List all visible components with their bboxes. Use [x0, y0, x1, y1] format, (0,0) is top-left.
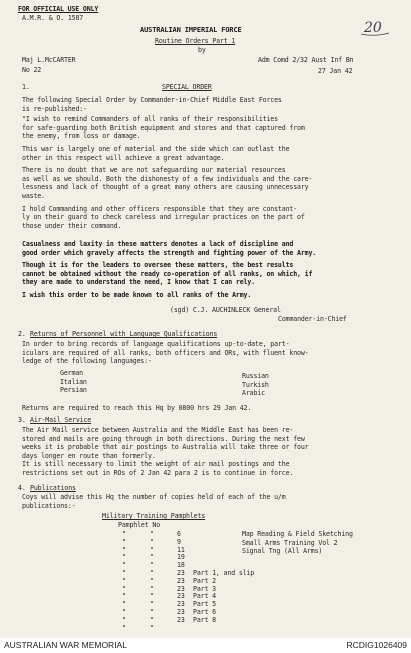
ditto-mark: " [150, 537, 154, 546]
ditto-mark: " [122, 615, 126, 624]
pamphlet-number: 23 [177, 592, 185, 601]
emphasis-text-line: I wish this order to be made known to all ranks of the Army. [22, 291, 252, 299]
emphasis-text-line: Casualness and laxity in these matters denotes a lack of discipline and [22, 240, 294, 248]
body-text-line: ledge of the following languages:- [22, 357, 152, 366]
ditto-mark: " [122, 530, 126, 538]
ditto-mark: " [150, 553, 154, 562]
section4-title: Publications [30, 484, 76, 492]
pamphlet-part: Part 5 [193, 600, 216, 609]
body-text-line: days longer en route than formerly. [22, 451, 156, 460]
body-text-line: weeks it is probable that air postings to Australia will take three or four [22, 443, 309, 452]
body-text-line: as well as we should. Both the dishonesty of a few individuals and the care- [22, 174, 313, 183]
command-name: Adm Comd 2/32 Aust Inf Bn [258, 56, 354, 64]
body-text-line: for safe-guarding both British equipment and stores and that captured from [22, 123, 305, 132]
section2-closing: Returns are required to reach this Hq by 0800 hrs 29 Jan 42. [22, 404, 252, 412]
restricted-marking: FOR OFFICIAL USE ONLY [18, 5, 99, 13]
ditto-mark: " [150, 584, 154, 593]
ditto-mark: " [122, 623, 126, 632]
ditto-mark: " [150, 530, 154, 538]
section1-number: 1. [22, 83, 30, 91]
section3-number: 3. [18, 416, 26, 424]
section1-title: SPECIAL ORDER [162, 83, 212, 91]
ditto-mark: " [150, 608, 154, 616]
by-label: by [198, 46, 206, 54]
pamphlet-number: 23 [177, 576, 185, 585]
pamphlet-header: Pamphlet No [118, 521, 161, 529]
language-item: German [60, 369, 83, 377]
publication-item: Signal Tng (All Arms) [242, 547, 323, 556]
body-text-line: ly on their guard to check careless and irregular practices on the part of [22, 213, 305, 222]
ditto-mark: " [150, 600, 154, 609]
body-text-line: restrictions set out in ROs of 2 Jan 42 para 2 is to continue in force. [22, 469, 294, 477]
body-text-line: There is no doubt that we are not safeguarding our material resources [22, 166, 286, 175]
pamphlet-number: 23 [177, 584, 185, 593]
pamphlet-number: 11 [177, 545, 185, 554]
pamphlet-part: Part 2 [193, 576, 216, 585]
body-text-line: stored and mails are going through in both directions. During the next few [22, 434, 305, 443]
body-text-line: iculars are required of all ranks, both officers and ORs, with fluent know- [22, 348, 309, 357]
emphasis-text-line: they are made to understand the need, I know that I can rely. [22, 278, 256, 287]
order-date: 27 Jan 42 [318, 67, 353, 75]
order-number: No 22 [22, 66, 42, 74]
ditto-mark: " [122, 553, 126, 562]
pamphlet-number: 18 [177, 561, 185, 570]
signature-line: (sgd) C.J. AUCHINLECK General [170, 306, 281, 314]
ditto-mark: " [122, 576, 126, 585]
emphasis-text-line: good order which gravely affects the strength and fighting power of the Army. [22, 248, 317, 257]
ditto-mark: " [122, 584, 126, 593]
ditto-mark: " [122, 600, 126, 609]
archive-footer [0, 638, 411, 653]
section3-title: Air-Mail Service [30, 416, 92, 424]
pamphlet-part: Part 3 [193, 584, 216, 593]
section4-number: 4. [18, 484, 26, 492]
publication-item: Map Reading & Field Sketching [242, 530, 353, 538]
file-reference: A.M.R. & O. 1587 [22, 14, 84, 22]
handwritten-page-text: 20 [364, 20, 382, 36]
ditto-mark: " [122, 592, 126, 601]
handwritten-page-number [360, 18, 390, 36]
body-text-line: Coys will advise this Hq the number of copies held of each of the u/m [22, 493, 286, 501]
body-text-line: those under their command. [22, 221, 122, 230]
pamphlet-number: 23 [177, 600, 185, 609]
body-text-line: In order to bring records of language qualifications up-to-date, part- [22, 340, 290, 348]
ditto-mark: " [150, 561, 154, 570]
pamphlet-number: 9 [177, 537, 181, 546]
section2-number: 2. [18, 330, 26, 338]
body-text-line: The Air Mail service between Australia and the Middle East has been re- [22, 426, 294, 434]
body-text-line: other in this respect will achieve a great advantage. [22, 153, 225, 162]
body-text-line: the enemy, from loss or damage. [22, 132, 141, 141]
pamphlet-part: Part 8 [193, 615, 216, 624]
body-text-line: publications:- [22, 501, 76, 510]
pamphlet-number: 19 [177, 553, 185, 562]
pamphlet-part: Part 1, and slip [193, 569, 255, 577]
body-text-line: "I wish to remind Commanders of all ranks of their responsibilities [22, 115, 278, 124]
section2-title: Returns of Personnel with Language Qualifications [30, 330, 218, 338]
ditto-mark: " [150, 569, 154, 577]
footer-source: AUSTRALIAN WAR MEMORIAL [4, 640, 127, 650]
body-text-line: It is still necessary to limit the weight of air mail postings and the [22, 460, 290, 469]
pamphlet-part: Part 4 [193, 592, 216, 601]
language-item: Italian [60, 377, 87, 386]
signature-title: Commander-in-Chief [278, 315, 347, 323]
ditto-mark: " [122, 545, 126, 554]
emphasis-text-line: cannot be obtained without the ready co-operation of all ranks, on which, if [22, 269, 313, 278]
pamphlet-number: 23 [177, 608, 185, 616]
body-text-line: is re-published:- [22, 104, 87, 113]
pamphlet-number: 23 [177, 569, 185, 577]
ditto-mark: " [122, 561, 126, 570]
body-text-line: lessness and lack of thought of a great many others are causing unnecessary [22, 183, 309, 192]
organisation-heading: AUSTRALIAN IMPERIAL FORCE [140, 26, 242, 34]
ditto-mark: " [150, 592, 154, 601]
pamphlet-number: 6 [177, 530, 181, 538]
ditto-mark: " [122, 569, 126, 577]
pamphlet-part: Part 6 [193, 608, 216, 616]
ditto-mark: " [150, 615, 154, 624]
pamphlet-number: 23 [177, 615, 185, 624]
language-item: Arabic [242, 389, 265, 398]
publication-item: Small Arms Training Vol 2 [242, 538, 338, 547]
ditto-mark: " [122, 608, 126, 616]
body-text-line: waste. [22, 192, 45, 200]
publications-subtitle: Military Training Pamphlets [102, 512, 206, 520]
language-item: Russian [242, 372, 269, 380]
emphasis-text-line: Though it is for the leaders to oversee these matters, the best results [22, 261, 294, 270]
ditto-mark: " [122, 537, 126, 546]
body-text-line: I hold Commanding and other officers responsible that they are constant- [22, 204, 298, 213]
ditto-mark: " [150, 576, 154, 585]
body-text-line: This war is largely one of material and the side which can outlast the [22, 145, 290, 153]
body-text-line: The following Special Order by Commander-in-Chief Middle East Forces [22, 96, 282, 104]
footer-id: RCDIG1026409 [346, 640, 407, 650]
ditto-mark: " [150, 623, 154, 632]
orders-title: Routine Orders Part 1 [155, 37, 236, 45]
language-item: Turkish [242, 380, 269, 389]
language-item: Persian [60, 386, 87, 395]
officer-name: Maj L.McCARTER [22, 56, 76, 64]
ditto-mark: " [150, 545, 154, 554]
